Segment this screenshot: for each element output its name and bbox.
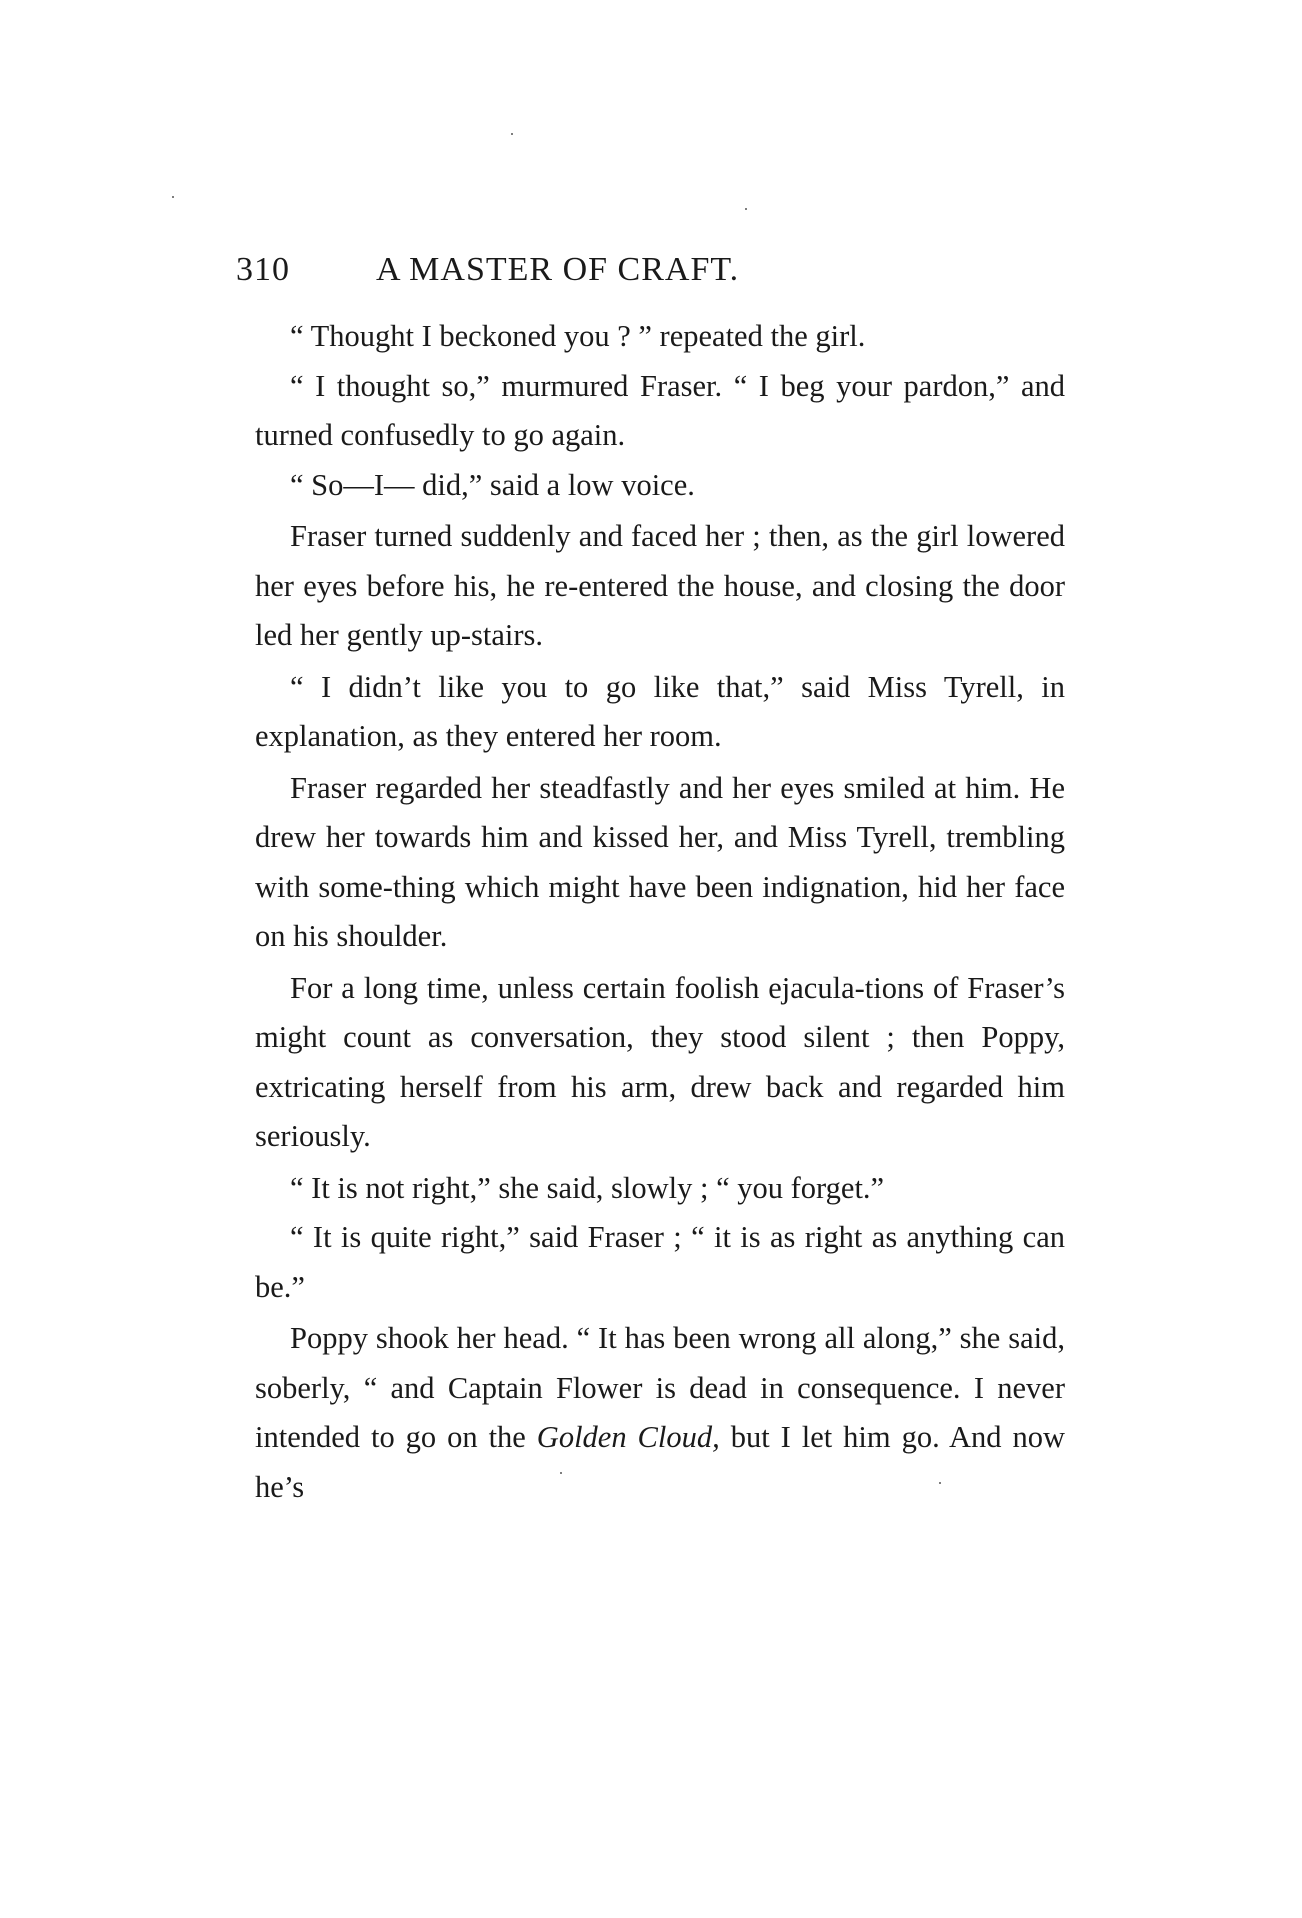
page-number: 310	[236, 251, 290, 288]
paragraph: “ Thought I beckoned you ? ” repeated the girl.	[290, 319, 866, 353]
print-speck	[172, 196, 174, 198]
print-speck	[745, 208, 747, 210]
body-text	[255, 312, 1065, 1512]
paragraph: “ So—I— did,” said a low voice.	[290, 467, 695, 502]
print-speck	[511, 133, 513, 135]
paragraph: “ It is not right,” she said, slowly ; “ you forget.”	[290, 1170, 885, 1205]
ship-name: Golden Cloud,	[536, 1420, 720, 1454]
running-title: A MASTER OF CRAFT.	[376, 251, 740, 288]
paragraph	[255, 1314, 1065, 1512]
paragraph-text: Poppy shook her head. “ It has been wrong all along,” she said, soberly, “ and Captain Flower is dead in consequence. I never intended to go on the	[255, 1321, 1065, 1454]
paragraph-text: but I let him go. And now he’s	[255, 1420, 1065, 1504]
running-header	[236, 240, 1076, 300]
paragraph: “ I thought so,” murmured Fraser. “ I beg your pardon,” and turned confusedly to go again.	[255, 368, 1065, 452]
paragraph: Fraser turned suddenly and faced her ; then, as the girl lowered her eyes before his, he re-entered the house, and closing the door led her gently up-stairs.	[255, 519, 1065, 652]
paragraph: “ I didn’t like you to go like that,” said Miss Tyrell, in explanation, as they entered her room.	[255, 669, 1065, 753]
paragraph: “ It is quite right,” said Fraser ; “ it is as right as anything can be.”	[255, 1220, 1065, 1304]
paragraph: For a long time, unless certain foolish ejacula-tions of Fraser’s might count as conversation, they stood silent ; then Poppy, extricating herself from his arm, drew back and regarded him seriously.	[255, 970, 1065, 1153]
paragraph: Fraser regarded her steadfastly and her eyes smiled at him. He drew her towards him and kissed her, and Miss Tyrell, trembling with some-thing which might have been indignation, hid her face on his shoulder.	[255, 770, 1065, 953]
